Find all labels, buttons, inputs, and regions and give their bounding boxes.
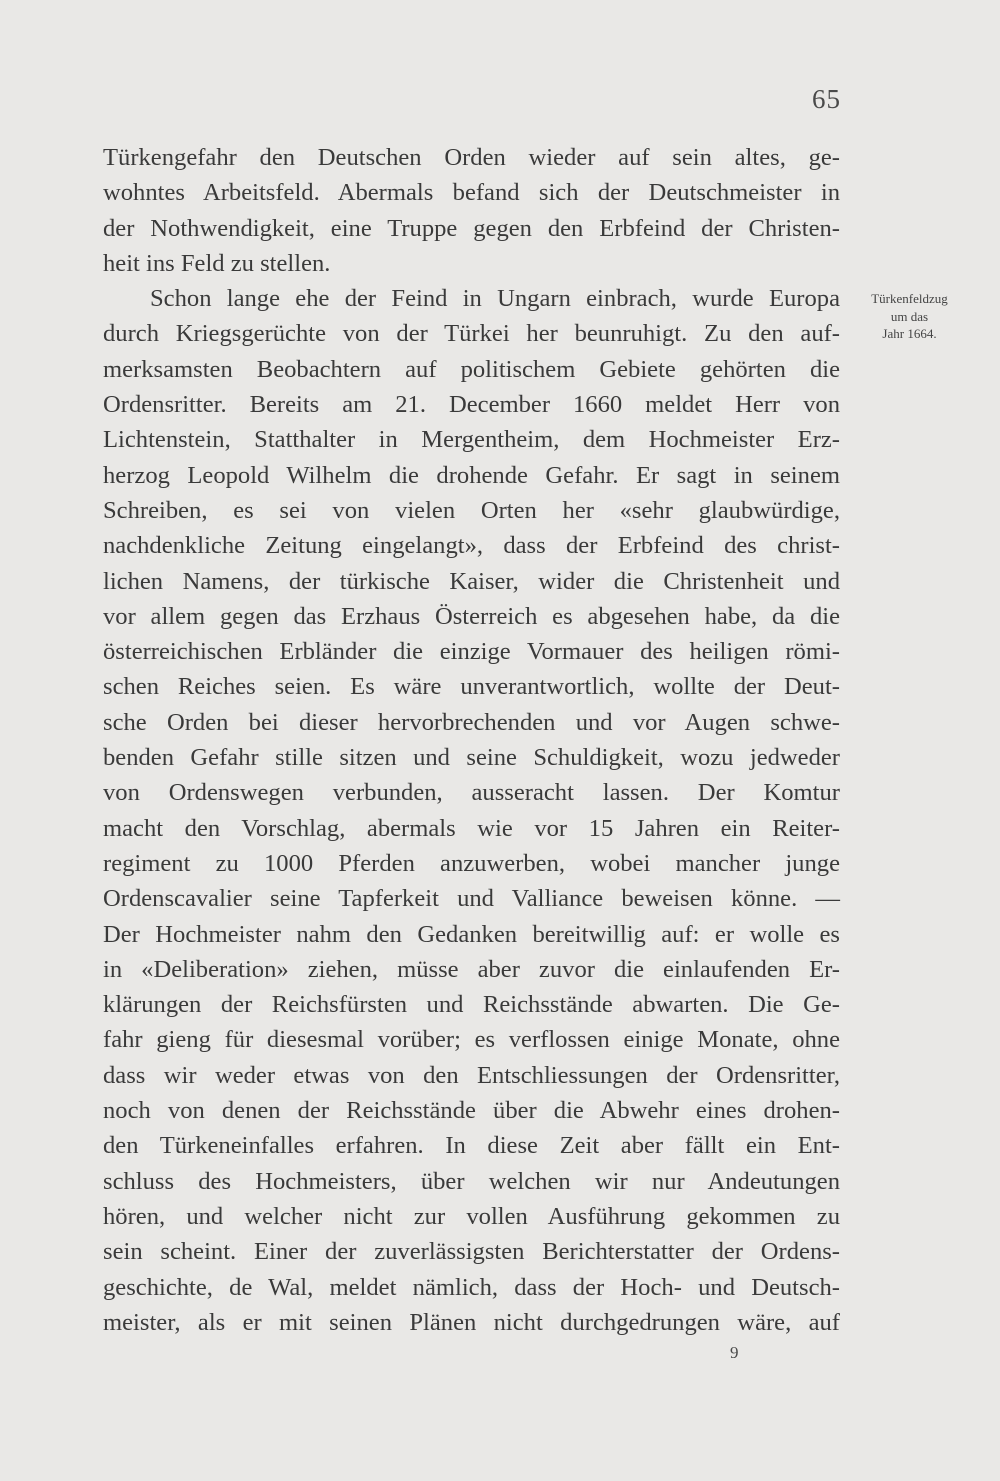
text-line: Schreiben, es sei von vielen Orten her «sehr glaubwürdige, — [103, 496, 840, 524]
text-line: den Türkeneinfalles erfahren. In diese Zeit aber fällt ein Ent- — [103, 1132, 840, 1160]
text-line: regiment zu 1000 Pferden anzuwerben, wobei mancher junge — [103, 849, 840, 877]
text-line: von Ordenswegen verbunden, ausseracht lassen. Der Komtur — [103, 779, 840, 807]
text-line: sche Orden bei dieser hervorbrechenden und vor Augen schwe- — [103, 708, 840, 736]
text-line: wohntes Arbeitsfeld. Abermals befand sich der Deutschmeister in — [103, 179, 840, 207]
marginal-note-line: Türkenfeldzug — [871, 291, 948, 306]
text-line: Ordensritter. Bereits am 21. December 1660 meldet Herr von — [103, 391, 840, 419]
page-number: 65 — [812, 84, 841, 114]
text-line: meister, als er mit seinen Plänen nicht durchgedrungen wäre, auf — [103, 1308, 840, 1336]
signature-mark: 9 — [730, 1343, 739, 1362]
text-line: Schon lange ehe der Feind in Ungarn einbrach, wurde Europa — [150, 285, 840, 313]
text-line: österreichischen Erbländer die einzige Vormauer des heiligen römi- — [103, 638, 840, 666]
text-line: noch von denen der Reichsstände über die Abwehr eines drohen- — [103, 1097, 840, 1125]
text-line: schen Reiches seien. Es wäre unverantwortlich, wollte der Deut- — [103, 673, 840, 701]
text-line: merksamsten Beobachtern auf politischem Gebiete gehörten die — [103, 355, 840, 383]
marginal-note-line: Jahr 1664. — [882, 326, 937, 341]
text-line: nachdenkliche Zeitung eingelangt», dass der Erbfeind des christ- — [103, 532, 840, 560]
text-line: heit ins Feld zu stellen. — [103, 249, 331, 277]
text-line: Türkengefahr den Deutschen Orden wieder auf sein altes, ge- — [103, 144, 840, 171]
marginal-note — [852, 290, 967, 343]
text-line: lichen Namens, der türkische Kaiser, wider die Christenheit und — [103, 567, 840, 595]
text-line: Lichtenstein, Statthalter in Mergentheim, dem Hochmeister Erz- — [103, 426, 840, 454]
text-line: durch Kriegsgerüchte von der Türkei her beunruhigt. Zu den auf- — [103, 320, 840, 348]
text-line: hören, und welcher nicht zur vollen Ausführung gekommen zu — [103, 1202, 840, 1230]
text-line: Ordenscavalier seine Tapferkeit und Valliance beweisen könne. — — [103, 885, 840, 913]
text-line: geschichte, de Wal, meldet nämlich, dass der Hoch- und Deutsch- — [103, 1273, 840, 1301]
marginal-note-line: um das — [890, 308, 929, 324]
text-line: schluss des Hochmeisters, über welchen wir nur Andeutungen — [103, 1167, 840, 1195]
text-line: in «Deliberation» ziehen, müsse aber zuvor die einlaufenden Er- — [103, 955, 840, 983]
body-text — [103, 140, 840, 1340]
text-line: der Nothwendigkeit, eine Truppe gegen den Erbfeind der Christen- — [103, 214, 840, 242]
text-line: macht den Vorschlag, abermals wie vor 15 Jahren ein Reiter- — [103, 814, 840, 842]
text-line: herzog Leopold Wilhelm die drohende Gefahr. Er sagt in seinem — [103, 461, 840, 489]
text-line: fahr gieng für diesesmal vorüber; es verflossen einige Monate, ohne — [103, 1026, 840, 1054]
text-line: benden Gefahr stille sitzen und seine Schuldigkeit, wozu jedweder — [103, 744, 840, 772]
text-line: klärungen der Reichsfürsten und Reichsstände abwarten. Die Ge- — [103, 991, 840, 1019]
text-line: dass wir weder etwas von den Entschliessungen der Ordensritter, — [103, 1061, 840, 1089]
text-line: sein scheint. Einer der zuverlässigsten Berichterstatter der Ordens- — [103, 1238, 840, 1266]
text-line: vor allem gegen das Erzhaus Österreich es abgesehen habe, da die — [103, 602, 840, 630]
text-line: Der Hochmeister nahm den Gedanken bereitwillig auf: er wolle es — [103, 920, 840, 948]
